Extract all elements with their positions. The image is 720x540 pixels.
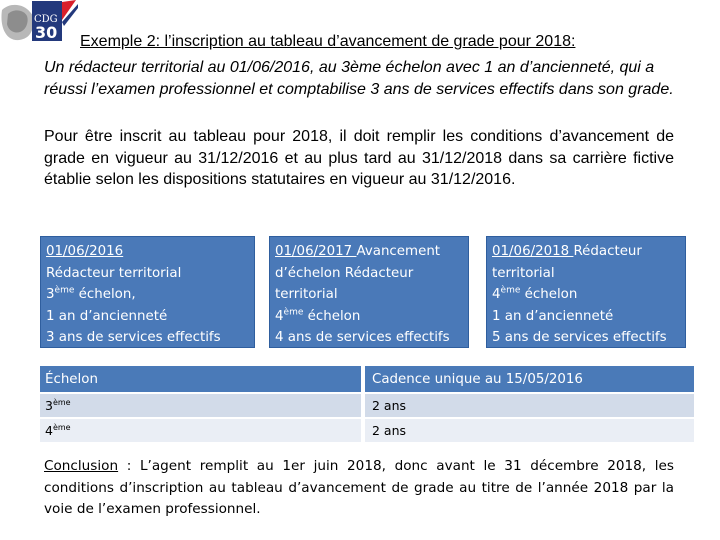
cdg30-logo: [0, 0, 80, 46]
cell-echelon: 4ème: [40, 419, 365, 442]
box-anciennete: 1 an d’ancienneté: [46, 308, 168, 324]
box-date: 01/06/2018: [492, 244, 574, 259]
conclusion-text: L’agent remplit au 1er juin 2018, donc avant le 31 décembre 2018, les conditions d’inscription au tableau d’avancement de grade au titre de l’année 2018 par la voie de l’examen professionnel.: [44, 458, 674, 517]
box-line: d’échelon Rédacteur: [275, 265, 414, 281]
table-header-row: [40, 366, 694, 392]
conclusion: Conclusion : L’agent remplit au 1er juin 2018, donc avant le 31 décembre 2018, les conditions d’inscription au tableau d’avancement de grade au titre de l’année 2018 par la voie de l’examen professionnel.: [44, 458, 674, 517]
box-grade: Rédacteur territorial: [46, 265, 182, 281]
box-echelon: 3ème échelon,: [46, 285, 136, 303]
box-date: 01/06/2016: [46, 244, 124, 259]
box-line: territorial: [275, 287, 338, 303]
conclusion-label: Conclusion: [44, 458, 119, 474]
header-echelon: Échelon: [40, 366, 365, 392]
header-cadence: Cadence unique au 15/05/2016: [365, 366, 694, 392]
cell-cadence: 2 ans: [365, 394, 694, 417]
cadence-table: [40, 364, 694, 444]
timeline-box-2018: [486, 236, 686, 348]
box-services: 4 ans de services effectifs: [275, 330, 450, 346]
table-row: [40, 419, 694, 442]
box-event: Avancement: [356, 244, 441, 259]
logo-cdg-text: CDG: [34, 14, 58, 25]
table-row: [40, 394, 694, 417]
page-title: Exemple 2: l’inscription au tableau d’avancement de grade pour 2018:: [80, 33, 576, 50]
box-echelon: 4ème échelon: [275, 307, 361, 324]
timeline-box-2017: [269, 236, 469, 348]
box-anciennete: 1 an d’ancienneté: [492, 308, 614, 324]
cell-echelon: 3ème: [40, 394, 365, 417]
logo-number-text: 30: [35, 23, 58, 42]
box-services: 3 ans de services effectifs: [46, 330, 221, 346]
timeline-box-2016: [40, 236, 255, 348]
box-grade: Rédacteur: [573, 244, 642, 259]
box-services: 5 ans de services effectifs: [492, 330, 667, 346]
box-echelon: 4ème échelon: [492, 285, 578, 303]
intro-text: Un rédacteur territorial au 01/06/2016, au 3ème échelon avec 1 an d’ancienneté, qui a réussi l’examen professionnel et comptabilise 3 ans de services effectifs dans son grade.: [44, 59, 674, 98]
box-line: territorial: [492, 265, 555, 281]
cell-cadence: 2 ans: [365, 419, 694, 442]
conditions-paragraph: Pour être inscrit au tableau pour 2018, il doit remplir les conditions d’avancement de grade en vigueur au 31/12/2016 et au plus tard au 31/12/2018 dans sa carrière fictive établie selon les dispositions statutaires en vigueur au 31/12/2016.: [44, 128, 674, 188]
box-date: 01/06/2017: [275, 244, 357, 259]
